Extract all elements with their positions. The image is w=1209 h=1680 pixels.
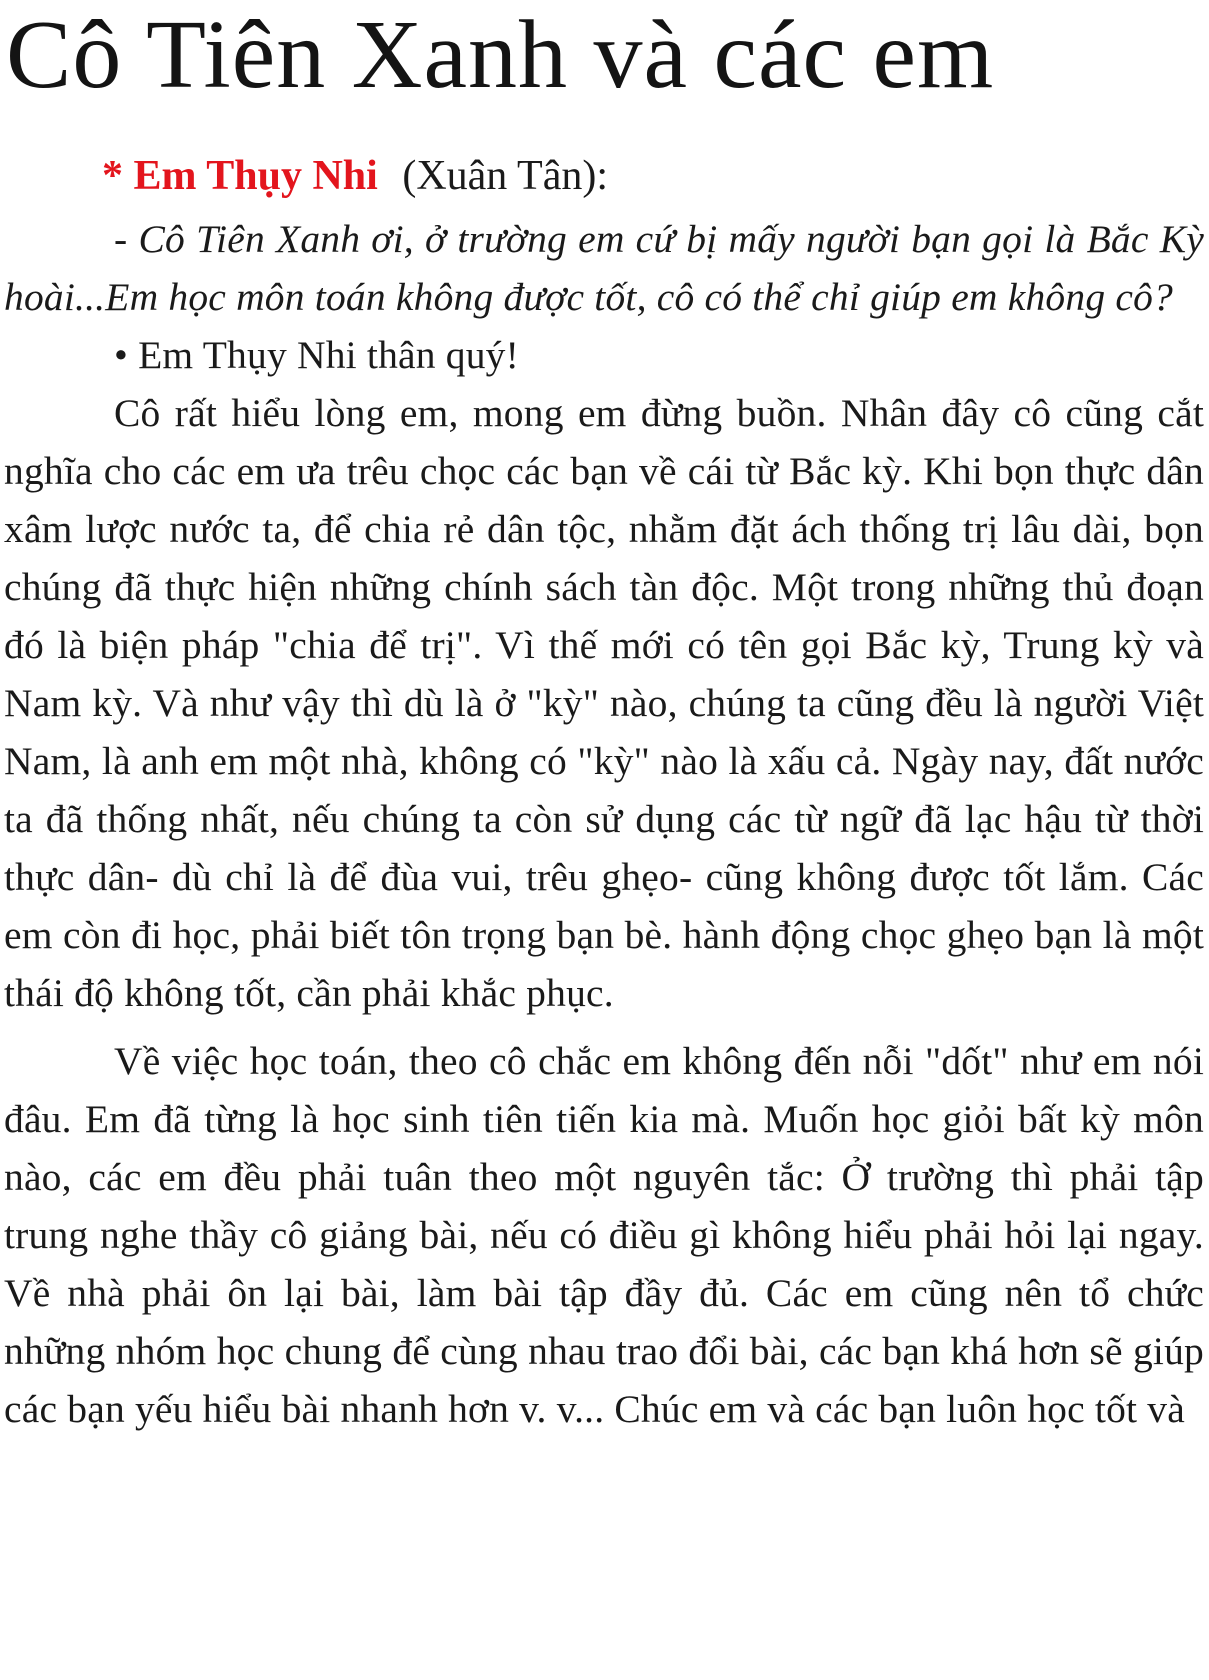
article-title: Cô Tiên Xanh và các em	[6, 1, 995, 109]
reader-question: - Cô Tiên Xanh ơi, ở trường em cứ bị mấy người bạn gọi là Bắc Kỳ hoài...Em học môn toán không được tốt, cô có thể chỉ giúp em không cô?	[4, 217, 1204, 319]
reader-byline	[102, 150, 608, 202]
article-body	[4, 210, 1204, 1438]
reply-greeting: • Em Thụy Nhi thân quý!	[114, 333, 519, 377]
reply-paragraph: Cô rất hiểu lòng em, mong em đừng buồn. Nhân đây cô cũng cắt nghĩa cho các em ưa trêu chọc các bạn về cái từ Bắc kỳ. Khi bọn thực dân xâm lược nước ta, để chia rẻ dân tộc, nhằm đặt ách thống trị lâu dài, bọn chúng đã thực hiện những chính sách tàn độc. Một trong những thủ đoạn đó là biện pháp "chia để trị". Vì thế mới có tên gọi Bắc kỳ, Trung kỳ và Nam kỳ. Và như vậy thì dù là ở "kỳ" nào, chúng ta cũng đều là người Việt Nam, là anh em một nhà, không có "kỳ" nào là xấu cả. Ngày nay, đất nước ta đã thống nhất, nếu chúng ta còn sử dụng các từ ngữ đã lạc hậu từ thời thực dân- dù chỉ là để đùa vui, trêu ghẹo- cũng không được tốt lắm. Các em còn đi học, phải biết tôn trọng bạn bè. hành động chọc ghẹo bạn là một thái độ không tốt, cần phải khắc phục.	[4, 391, 1204, 1015]
reader-origin: (Xuân Tân):	[402, 153, 608, 199]
reply-paragraph: Về việc học toán, theo cô chắc em không đến nỗi "dốt" như em nói đâu. Em đã từng là học sinh tiên tiến kia mà. Muốn học giỏi bất kỳ môn nào, các em đều phải tuân theo một nguyên tắc: Ở trường thì phải tập trung nghe thầy cô giảng bài, nếu có điều gì không hiểu phải hỏi lại ngay. Về nhà phải ôn lại bài, làm bài tập đầy đủ. Các em cũng nên tổ chức những nhóm học chung để cùng nhau trao đổi bài, các bạn khá hơn sẽ giúp các bạn yếu hiểu bài nhanh hơn v. v... Chúc em và các bạn luôn học tốt và	[4, 1039, 1204, 1431]
star-marker: *	[102, 153, 123, 199]
reader-name: Em Thụy Nhi	[133, 153, 378, 199]
